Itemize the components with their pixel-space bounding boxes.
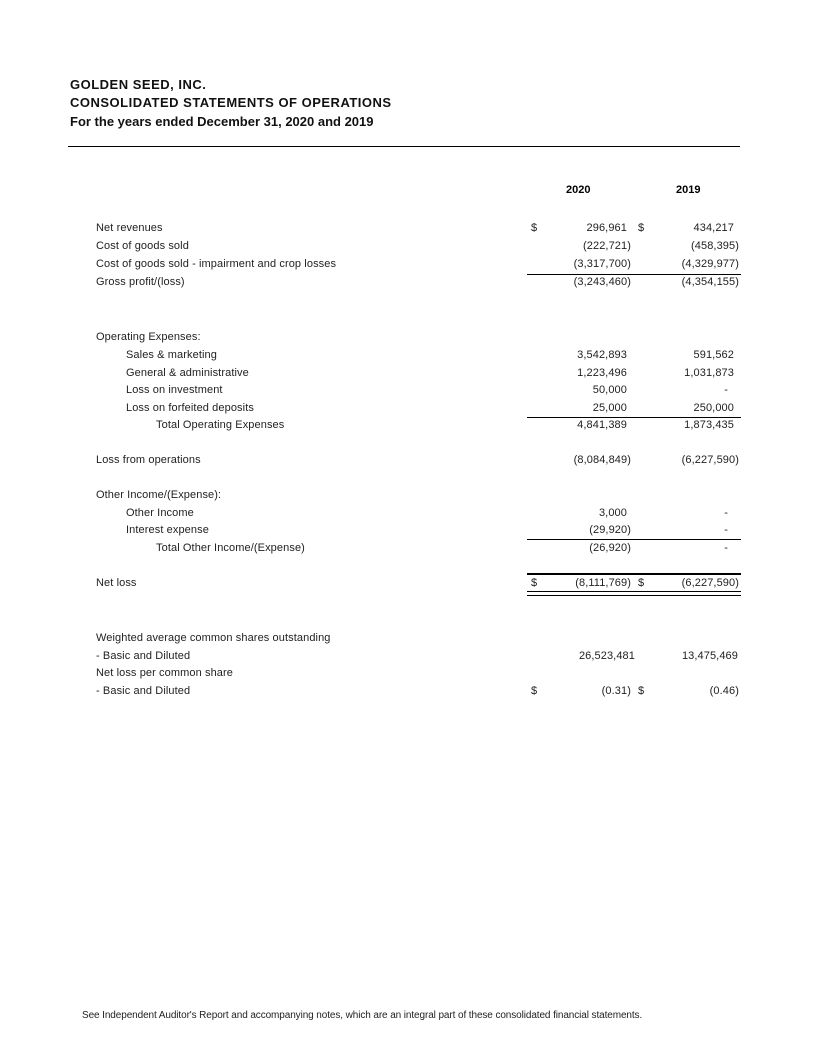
value-2019: 434,217 — [693, 222, 734, 234]
row-loss-investment — [0, 384, 815, 401]
value-2020: (222,721) — [583, 240, 631, 252]
column-header-2020: 2020 — [566, 184, 591, 196]
row-label: Loss from operations — [96, 454, 201, 466]
section-label: Operating Expenses: — [96, 331, 201, 343]
row-general-admin — [0, 367, 815, 384]
value-2019: (6,227,590) — [681, 454, 739, 466]
row-label: Total Operating Expenses — [156, 419, 285, 431]
value-2019: - — [724, 524, 728, 536]
value-2019: (458,395) — [691, 240, 739, 252]
row-net-revenues — [0, 222, 815, 239]
value-2019: 591,562 — [693, 349, 734, 361]
row-label: Loss on investment — [126, 384, 223, 396]
section-label: Weighted average common shares outstanding — [96, 632, 331, 644]
value-2019: - — [724, 507, 728, 519]
row-label: Net revenues — [96, 222, 163, 234]
statement-period: For the years ended December 31, 2020 and 2019 — [70, 114, 374, 129]
row-label: Cost of goods sold - impairment and crop losses — [96, 258, 337, 270]
row-label: Total Other Income/(Expense) — [156, 542, 305, 554]
value-2020: 4,841,389 — [577, 419, 627, 431]
header-divider — [68, 146, 740, 147]
auditor-footnote: See Independent Auditor's Report and accompanying notes, which are an integral part of these consolidated financial statements. — [82, 1010, 643, 1021]
value-2020: 26,523,481 — [578, 650, 635, 662]
statement-title: CONSOLIDATED STATEMENTS OF OPERATIONS — [70, 95, 392, 110]
row-eps-header — [0, 667, 815, 684]
value-2020: (8,084,849) — [573, 454, 631, 466]
currency-symbol: $ — [638, 222, 645, 234]
currency-symbol: $ — [531, 222, 538, 234]
value-2020: 50,000 — [592, 384, 627, 396]
currency-symbol: $ — [531, 685, 538, 697]
value-2020: 3,000 — [598, 507, 627, 519]
value-2020: (0.31) — [601, 685, 631, 697]
row-label: Interest expense — [126, 524, 209, 536]
currency-symbol: $ — [531, 577, 538, 589]
row-wavg-basic — [0, 650, 815, 667]
row-gross-profit — [0, 276, 815, 293]
value-2020: (26,920) — [589, 542, 631, 554]
value-2019: (0.46) — [709, 685, 739, 697]
section-label: Other Income/(Expense): — [96, 489, 222, 501]
row-total-other — [0, 542, 815, 559]
company-name: GOLDEN SEED, INC. — [70, 77, 207, 92]
row-eps-basic — [0, 685, 815, 702]
row-cogs-impairment — [0, 258, 815, 275]
currency-symbol: $ — [638, 685, 645, 697]
value-2020: (29,920) — [589, 524, 631, 536]
value-2019: (4,329,977) — [681, 258, 739, 270]
value-2019: 250,000 — [693, 402, 734, 414]
row-wavg-header — [0, 632, 815, 649]
value-2019: 1,873,435 — [684, 419, 734, 431]
row-label: - Basic and Diluted — [96, 650, 191, 662]
row-label: Other Income — [126, 507, 194, 519]
value-2019: 13,475,469 — [681, 650, 738, 662]
row-cogs — [0, 240, 815, 257]
subtotal-underline — [527, 539, 741, 540]
value-2020: 25,000 — [592, 402, 627, 414]
value-2020: (3,243,460) — [573, 276, 631, 288]
value-2019: - — [724, 384, 728, 396]
currency-symbol: $ — [638, 577, 645, 589]
value-2019: - — [724, 542, 728, 554]
row-label: Net loss — [96, 577, 137, 589]
total-topline — [527, 573, 741, 575]
column-header-2019: 2019 — [676, 184, 701, 196]
value-2019: (4,354,155) — [681, 276, 739, 288]
value-2020: (8,111,769) — [575, 577, 631, 589]
row-sales-marketing — [0, 349, 815, 366]
row-label: - Basic and Diluted — [96, 685, 191, 697]
value-2020: 1,223,496 — [577, 367, 627, 379]
subtotal-underline — [527, 417, 741, 418]
row-label: Loss on forfeited deposits — [126, 402, 254, 414]
row-loss-operations — [0, 454, 815, 471]
row-total-opex — [0, 419, 815, 436]
row-other-header — [0, 489, 815, 506]
value-2019: (6,227,590) — [681, 577, 739, 589]
row-label: Sales & marketing — [126, 349, 217, 361]
row-label: Cost of goods sold — [96, 240, 189, 252]
subtotal-underline — [527, 274, 741, 275]
row-other-income — [0, 507, 815, 524]
row-label: General & administrative — [126, 367, 249, 379]
row-label: Gross profit/(loss) — [96, 276, 185, 288]
row-opex-header — [0, 331, 815, 348]
value-2019: 1,031,873 — [684, 367, 734, 379]
value-2020: (3,317,700) — [573, 258, 631, 270]
value-2020: 296,961 — [586, 222, 627, 234]
section-label: Net loss per common share — [96, 667, 233, 679]
value-2020: 3,542,893 — [577, 349, 627, 361]
double-underline — [527, 591, 741, 596]
